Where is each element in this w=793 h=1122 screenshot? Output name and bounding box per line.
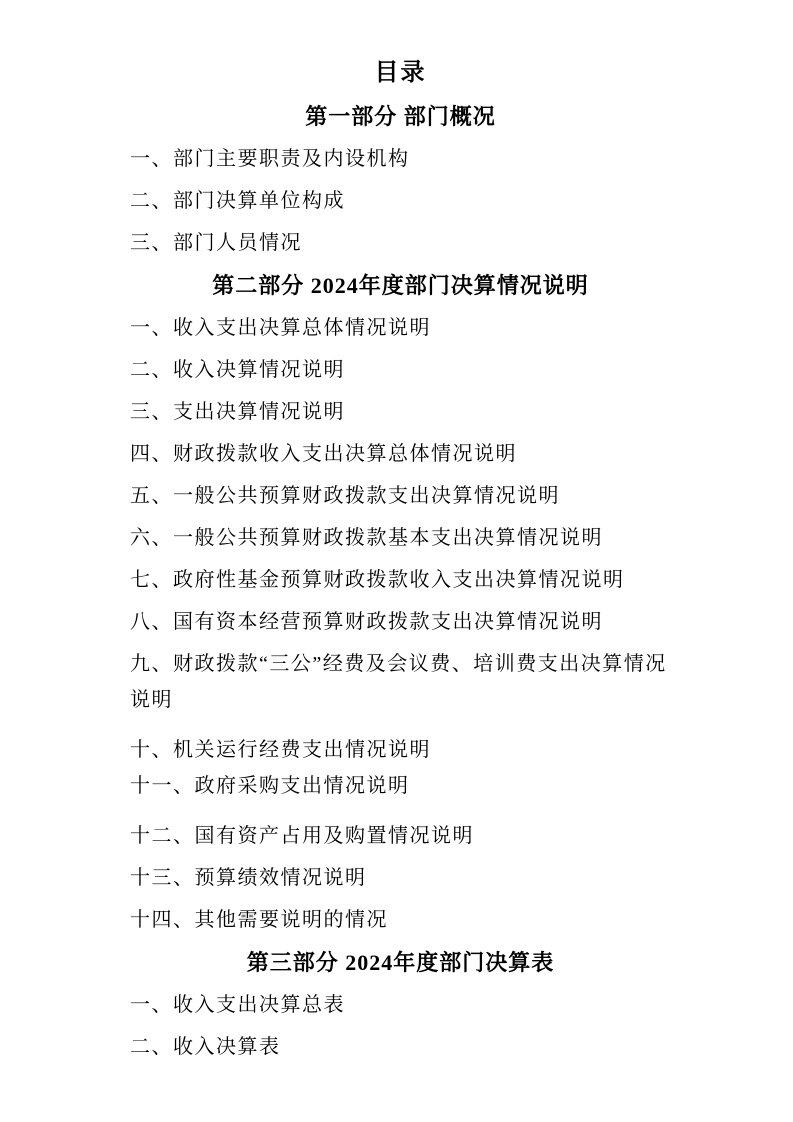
toc-item-part2-10: 十、机关运行经费支出情况说明 bbox=[130, 739, 431, 761]
section-heading-part3: 第三部分 2024年度部门决算表 bbox=[246, 950, 555, 975]
toc-item-part1-1: 一、部门主要职责及内设机构 bbox=[130, 148, 410, 170]
toc-item-part2-3: 三、支出决算情况说明 bbox=[130, 401, 345, 423]
toc-section-part1 bbox=[130, 98, 671, 261]
toc-item-part3-1: 一、收入支出决算总表 bbox=[130, 994, 345, 1016]
toc-item-part2-13: 十三、预算绩效情况说明 bbox=[130, 867, 367, 889]
toc-section-part2 bbox=[130, 267, 671, 938]
toc-title: 目录 bbox=[374, 60, 427, 86]
toc-item-part2-11: 十一、政府采购支出情况说明 bbox=[130, 775, 410, 797]
toc-section-part3 bbox=[130, 944, 671, 1065]
toc-item-part2-1: 一、收入支出决算总体情况说明 bbox=[130, 317, 431, 339]
section-heading-part2: 第二部分 2024年度部门决算情况说明 bbox=[212, 273, 589, 298]
toc-item-part2-14: 十四、其他需要说明的情况 bbox=[130, 909, 388, 931]
toc-item-part3-2: 二、收入决算表 bbox=[130, 1036, 281, 1058]
toc-item-part2-5: 五、一般公共预算财政拨款支出决算情况说明 bbox=[130, 485, 560, 507]
toc-item-part2-9: 九、财政拨款“三公”经费及会议费、培训费支出决算情况说明 bbox=[130, 653, 667, 711]
toc-item-part2-6: 六、一般公共预算财政拨款基本支出决算情况说明 bbox=[130, 527, 603, 549]
toc-item-part2-4: 四、财政拨款收入支出决算总体情况说明 bbox=[130, 443, 517, 465]
toc-item-part2-12: 十二、国有资产占用及购置情况说明 bbox=[130, 825, 474, 847]
toc-item-part2-8: 八、国有资本经营预算财政拨款支出决算情况说明 bbox=[130, 611, 603, 633]
toc-item-part1-3: 三、部门人员情况 bbox=[130, 232, 302, 254]
toc-item-part1-2: 二、部门决算单位构成 bbox=[130, 190, 345, 212]
toc-item-part2-7: 七、政府性基金预算财政拨款收入支出决算情况说明 bbox=[130, 569, 625, 591]
toc-item-part2-2: 二、收入决算情况说明 bbox=[130, 359, 345, 381]
section-heading-part1: 第一部分 部门概况 bbox=[305, 104, 496, 129]
